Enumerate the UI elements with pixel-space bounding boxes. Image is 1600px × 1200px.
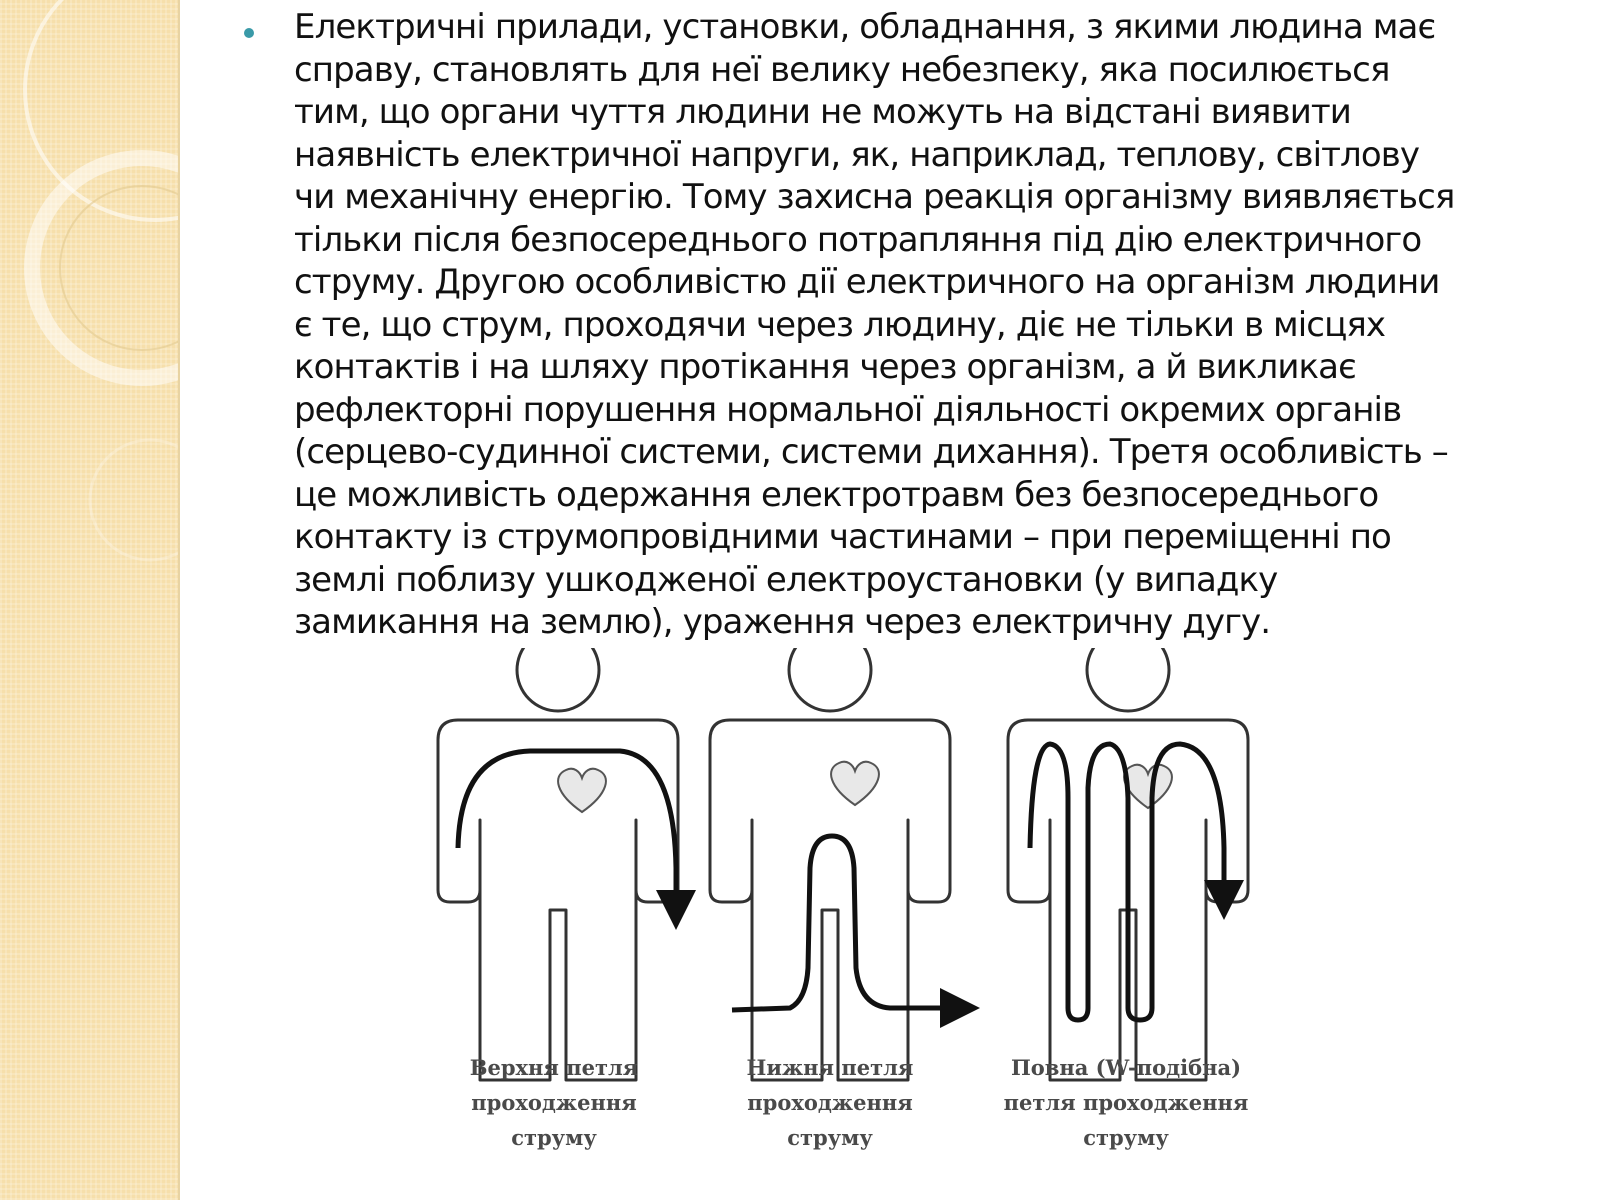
- paragraph-line: рефлекторні порушення нормальної діяльності окремих органів: [294, 389, 1402, 430]
- figure-upper-loop: [438, 648, 678, 1080]
- caption-line: струму: [787, 1125, 873, 1150]
- caption-line: струму: [1083, 1125, 1169, 1150]
- caption-lower-loop: [720, 1050, 940, 1155]
- paragraph-line: замикання на землю), ураження через електричну дугу.: [294, 602, 1271, 642]
- figure-full-loop: [1008, 648, 1248, 1080]
- caption-line: петля проходження: [1003, 1090, 1249, 1115]
- paragraph-line: це можливість одержання електротравм без безпосереднього: [294, 474, 1379, 515]
- paragraph-line: чи механічну енергію. Тому захисна реакція організму виявляється: [294, 177, 1455, 217]
- paragraph-line: є те, що струм, проходячи через людину, діє не тільки в місцях: [294, 304, 1386, 345]
- paragraph-line: тільки після безпосереднього потрапляння під дію електричного: [294, 219, 1422, 260]
- caption-line: проходження: [471, 1090, 637, 1115]
- caption-upper-loop: [444, 1050, 664, 1155]
- text-block: [244, 6, 1594, 644]
- paragraph-line: землі поблизу ушкодженої електроустановки (у випадку: [294, 559, 1278, 600]
- caption-line: Верхня петля: [469, 1055, 639, 1080]
- paragraph-line: справу, становлять для неї велику небезпеку, яка посилюється: [294, 49, 1390, 90]
- caption-line: Повна (W-подібна): [1010, 1055, 1242, 1080]
- paragraph-line: тим, що органи чуття людини не можуть на відстані виявити: [294, 92, 1352, 132]
- side-band-edge: [178, 0, 180, 1200]
- paragraph-line: Електричні прилади, установки, обладнання, з якими людина має: [294, 7, 1436, 47]
- paragraph-line: струму. Другою особливістю дії електричного на організм людини: [294, 262, 1440, 302]
- current-path-illustration: [420, 648, 1320, 1168]
- paragraph-line: контакту із струмопровідними частинами – при переміщенні по: [294, 517, 1391, 557]
- paragraph-line: наявність електричної напруги, як, наприклад, теплову, світлову: [294, 134, 1420, 175]
- decorative-side-band: [0, 0, 178, 1200]
- paragraph-line: (серцево-судинної системи, системи дихання). Третя особливість –: [294, 432, 1448, 472]
- caption-line: проходження: [747, 1090, 913, 1115]
- caption-line: Нижня петля: [746, 1055, 914, 1080]
- figure-lower-loop: [710, 648, 960, 1080]
- decorative-rings-graphic: [0, 0, 178, 1200]
- body-paragraph: [294, 6, 1594, 644]
- paragraph-line: контактів і на шляху протікання через організм, а й викликає: [294, 347, 1356, 387]
- caption-full-loop: [976, 1050, 1276, 1155]
- bullet-icon: [244, 28, 254, 38]
- caption-line: струму: [511, 1125, 597, 1150]
